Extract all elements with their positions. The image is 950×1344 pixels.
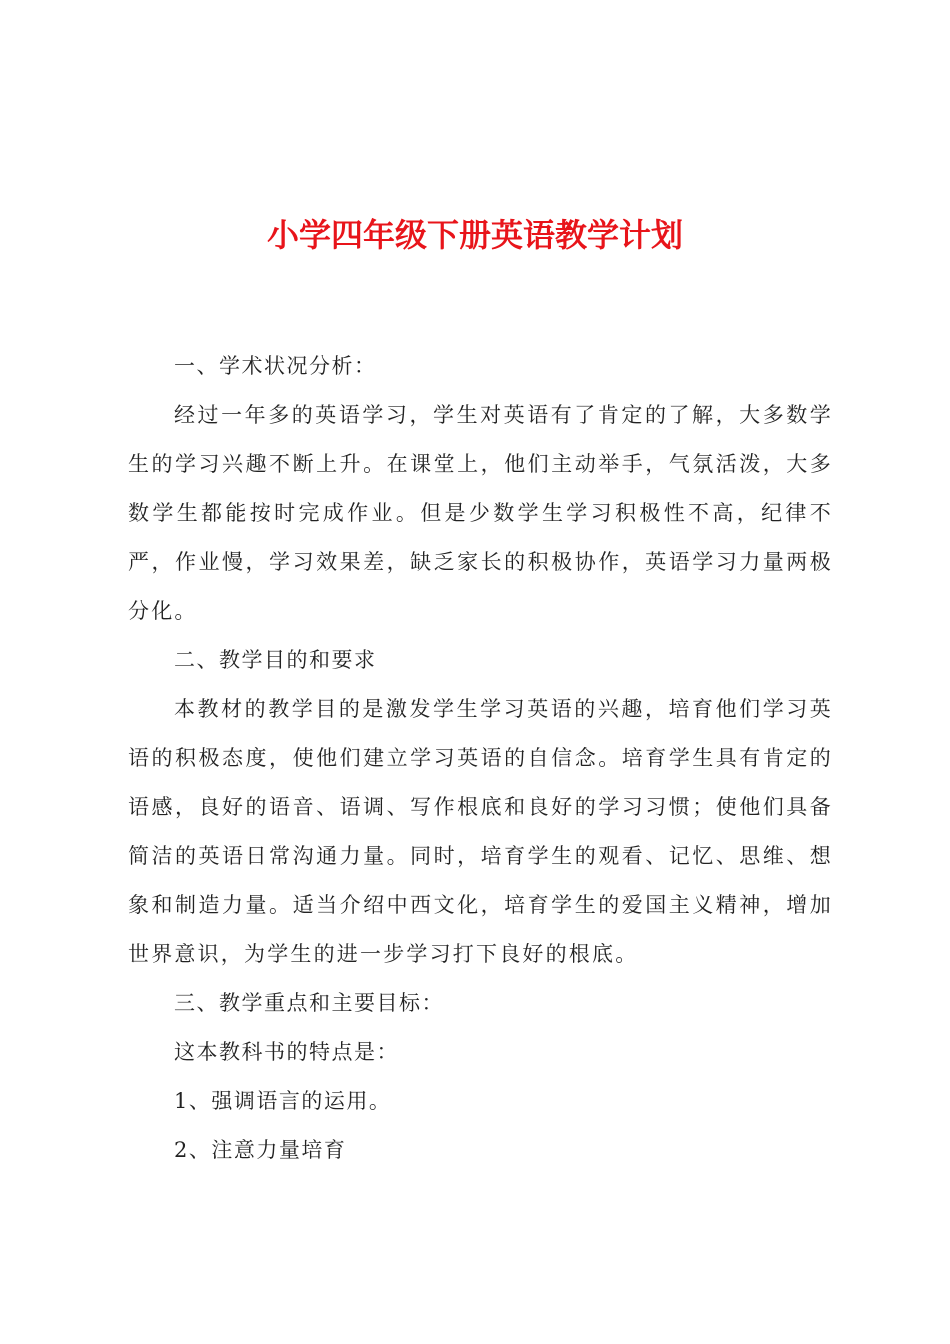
list-item-2: 2、注意力量培育 [174,1138,347,1162]
section-heading-key-points: 三、教学重点和主要目标： [174,991,444,1015]
paragraph-academic-analysis: 经过一年多的英语学习，学生对英语有了肯定的了解，大多数学生的学习兴趣不断上升。在课堂上，他们主动举手，气氛活泼，大多数学生都能按时完成作业。但是少数学生学习积极性不高，纪律不严，作业慢，学习效果差，缺乏家长的积极协作，英语学习力量两极分化。 [128,403,833,623]
list-item-1: 1、强调语言的运用。 [174,1089,392,1113]
document-title: 小学四年级下册英语教学计划 [266,216,683,254]
paragraph-goals: 本教材的教学目的是激发学生学习英语的兴趣，培育他们学习英语的积极态度，使他们建立学习英语的自信念。培育学生具有肯定的语感，良好的语音、语调、写作根底和良好的学习习惯；使他们具备简洁的英语日常沟通力量。同时，培育学生的观看、记忆、思维、想象和制造力量。适当介绍中西文化，培育学生的爱国主义精神，增加世界意识，为学生的进一步学习打下良好的根底。 [128,697,833,966]
paragraph-textbook-features-intro: 这本教科书的特点是： [174,1040,399,1064]
section-heading-academic-analysis: 一、学术状况分析： [174,354,377,378]
document-body [128,342,833,1175]
section-heading-goals: 二、教学目的和要求 [174,648,377,672]
